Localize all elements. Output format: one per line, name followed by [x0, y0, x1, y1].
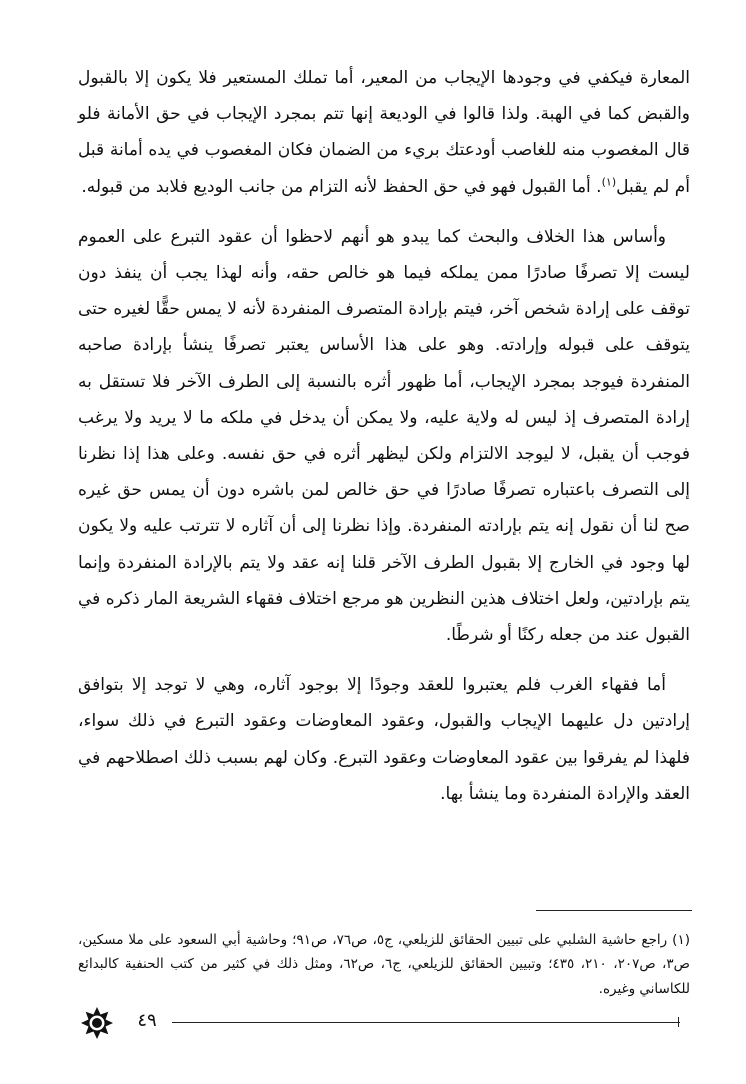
paragraph-2: وأساس هذا الخلاف والبحث كما يبدو هو أنهم لاحظوا أن عقود التبرع على العموم ليست إلا تصرفًا صادرًا ممن يملكه فيما هو خالص حقه، وأنه لهذا يجب أن ينفذ دون توقف على إرادة شخص آخر، فيتم بإرادة المتصرف المنفردة لأنه لا يمس حقًّا لغيره حتى يتوقف على قبوله وإرادته. وهو على هذا الأساس يعتبر تصرفًا ينشأ بإرادة صاحبه المنفردة فيوجد بمجرد الإيجاب، أما ظهور أثره بالنسبة إلى الطرف الآخر فلا تستقل به إرادة المتصرف إذ ليس له ولاية عليه، ولا يمكن أن يدخل في ملكه ما لا يريد ولا يرغب فوجب أن يقبل، لا ليوجد الالتزام ولكن ليظهر أثره في حق نفسه. وعلى هذا إذا نظرنا إلى التصرف باعتباره تصرفًا صادرًا في حق خالص لمن باشره دون أن يمس حق غيره صح لنا أن نقول إنه يتم بإرادته المنفردة. وإذا نظرنا إلى أن آثاره لا تترتب عليه ولا يكون لها وجود في الخارج إلا بقبول الطرف الآخر قلنا إنه عقد ولا يتم بالإرادة المنفردة وإنما يتم بإرادتين، ولعل اختلاف هذين النظرين هو مرجع اختلاف فقهاء الشريعة المار ذكره في القبول عند من جعله ركنًا أو شرطًا.: [78, 226, 690, 646]
paragraph-1: [78, 60, 690, 205]
paragraph-1-continuation: . أما القبول فهو في حق الحفظ لأنه التزام من جانب الوديع فلابد من قبوله.: [81, 176, 602, 197]
paragraph-1-text: المعارة فيكفي في وجودها الإيجاب من المعير، أما تملك المستعير فلا يكون إلا بالقبول والقبض كما في الهبة. ولذا قالوا في الوديعة إنها تتم بمجرد الإيجاب في حق الأمانة فلو قال المغصوب منه للغاصب أودعتك بريء من الضمان فكان المغصوب في يده أمانة قبل أم لم يقبل: [78, 68, 690, 197]
eight-point-star-ornament-icon: [80, 1006, 114, 1040]
page-footer: [60, 1004, 696, 1040]
footnote-1: (١) راجع حاشية الشلبي على تبيين الحقائق للزيلعي، ج٥، ص٧٦، ص٩١؛ وحاشية أبي السعود على ملا مسكين، ص٣، ص٢٠٧، ٢١٠، ٤٣٥؛ وتبيين الحقائق للزيلعي، ج٦، ص٦٢، ومثل ذلك في كثير من كتب الحنفية كالبدائع للكاساني وغيره.: [78, 932, 690, 997]
footer-rule-end: [678, 1017, 679, 1027]
paragraph-3: أما فقهاء الغرب فلم يعتبروا للعقد وجودًا إلا بوجود آثاره، وهي لا توجد إلا بتوافق إرادتين دل عليهما الإيجاب والقبول، وعقود المعاوضات وعقود التبرع في ذلك سواء، فلهذا لم يفرقوا بين عقود المعاوضات وعقود التبرع. وكان لهم بسبب ذلك اصطلاحهم في العقد والإرادة المنفردة وما ينشأ بها.: [78, 675, 690, 804]
footnote-separator: [536, 910, 692, 911]
footnotes: [78, 928, 690, 1001]
footnote-marker[interactable]: (١): [601, 174, 617, 188]
main-text: [78, 60, 690, 826]
footer-rule: [172, 1022, 680, 1023]
page-number: ٤٩: [137, 1010, 157, 1031]
